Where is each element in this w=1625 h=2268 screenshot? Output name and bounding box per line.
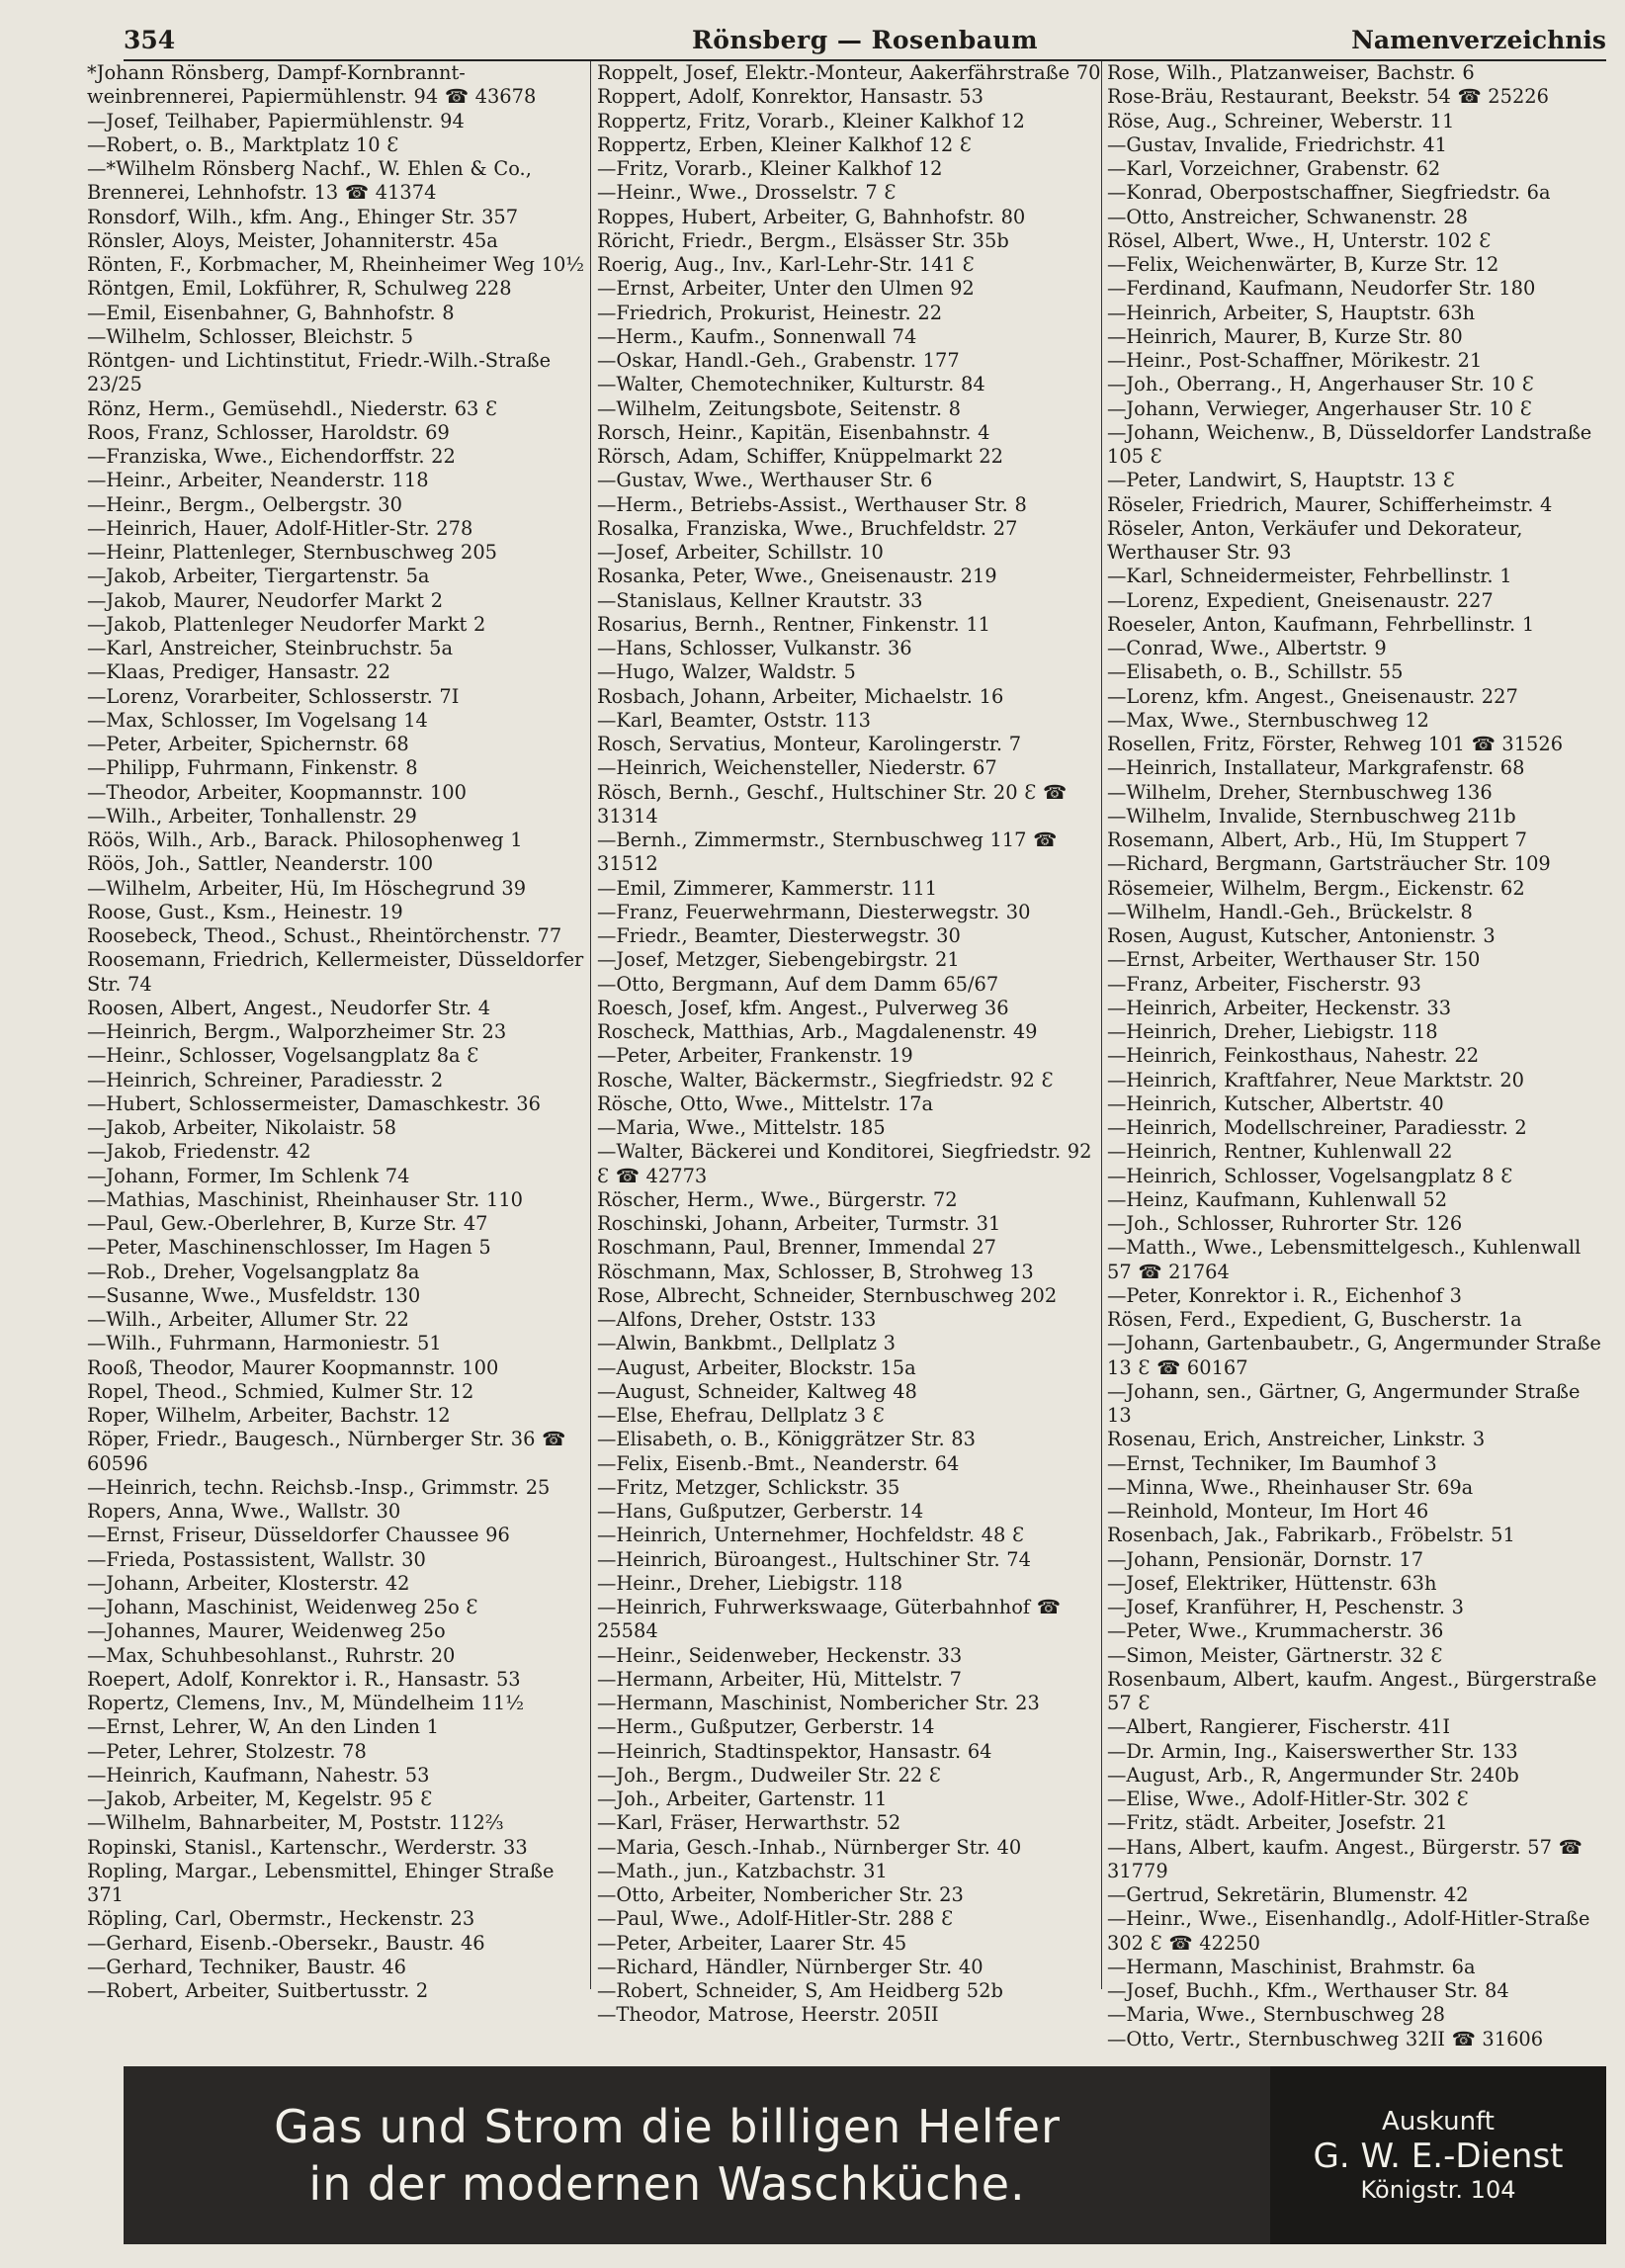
directory-entry: —Heinrich, Schreiner, Paradiesstr. 2 bbox=[87, 1068, 444, 1091]
directory-entry: —Elise, Wwe., Adolf-Hitler-Str. 302 Ɛ bbox=[1107, 1788, 1469, 1810]
directory-entry: —Josef, Kranführer, H, Peschenstr. 3 bbox=[1107, 1596, 1464, 1618]
directory-entry: —Elisabeth, o. B., Schillstr. 55 bbox=[1107, 660, 1404, 684]
directory-entry: —Otto, Arbeiter, Nombericher Str. 23 bbox=[597, 1883, 964, 1906]
directory-entry: —Otto, Vertr., Sternbuschweg 32II ☎ 31606 bbox=[1107, 2027, 1544, 2050]
directory-entry: —Heinrich, Kaufmann, Nahestr. 53 bbox=[87, 1763, 430, 1787]
directory-entry: —Jakob, Friedenstr. 42 bbox=[87, 1140, 311, 1164]
directory-entry: —Fritz, städt. Arbeiter, Josefstr. 21 bbox=[1107, 1811, 1448, 1835]
directory-entry: —Karl, Anstreicher, Steinbruchstr. 5a bbox=[87, 637, 454, 659]
directory-entry: —Bernh., Zimmermstr., Sternbuschweg 117 ☎ 31512 bbox=[597, 829, 1058, 876]
directory-entry: —Maria, Wwe., Mittelstr. 185 bbox=[597, 1116, 886, 1139]
directory-entry: Röschmann, Max, Schlosser, B, Strohweg 13 bbox=[597, 1260, 1034, 1283]
directory-entry: —Heinrich, Maurer, B, Kurze Str. 80 bbox=[1107, 324, 1463, 348]
directory-entry: —Heinrich, Stadtinspektor, Hansastr. 64 bbox=[597, 1739, 992, 1763]
directory-entry: Röse, Aug., Schreiner, Weberstr. 11 bbox=[1107, 109, 1455, 132]
directory-entry: —Heinrich, Installateur, Markgrafenstr. 68 bbox=[1107, 756, 1525, 780]
directory-entry: Rosch, Servatius, Monteur, Karolingerstr. 7 bbox=[597, 733, 1022, 755]
directory-entry: —Konrad, Oberpostschaffner, Siegfriedstr. 6a bbox=[1107, 181, 1551, 205]
directory-entry: —Gustav, Invalide, Friedrichstr. 41 bbox=[1107, 132, 1447, 156]
directory-entry: Ropel, Theod., Schmied, Kulmer Str. 12 bbox=[87, 1379, 474, 1403]
directory-entry: —Johann, Arbeiter, Klosterstr. 42 bbox=[87, 1571, 410, 1595]
directory-entry: —Heinrich, Kraftfahrer, Neue Marktstr. 20 bbox=[1107, 1068, 1525, 1091]
ad-slogan-line: in der modernen Waschküche. bbox=[308, 2157, 1026, 2211]
directory-entry: —Heinrich, Modellschreiner, Paradiesstr. 2 bbox=[1107, 1116, 1527, 1139]
directory-entry: —Heinr, Plattenleger, Sternbuschweg 205 bbox=[87, 541, 497, 564]
directory-entry: —Heinr., Wwe., Eisenhandlg., Adolf-Hitler-Straße 302 Ɛ ☎ 42250 bbox=[1107, 1907, 1590, 1955]
directory-entry: —Heinr., Bergm., Oelbergstr. 30 bbox=[87, 492, 402, 516]
directory-entry: —Dr. Armin, Ing., Kaiserswerther Str. 133 bbox=[1107, 1739, 1518, 1763]
directory-entry: —August, Arbeiter, Blockstr. 15a bbox=[597, 1355, 916, 1379]
directory-entry: —Max, Schuhbesohlanst., Ruhrstr. 20 bbox=[87, 1643, 456, 1667]
directory-entry: —Robert, o. B., Marktplatz 10 Ɛ bbox=[87, 132, 399, 156]
directory-entry: —Josef, Elektriker, Hüttenstr. 63h bbox=[1107, 1571, 1437, 1595]
directory-entry: Rönsler, Aloys, Meister, Johanniterstr. 45a bbox=[87, 228, 498, 252]
directory-entry: —Johannes, Maurer, Weidenweg 25o bbox=[87, 1619, 446, 1643]
directory-entry: —Mathias, Maschinist, Rheinhauser Str. 110 bbox=[87, 1187, 524, 1211]
directory-entry: Rosemann, Albert, Arb., Hü, Im Stuppert 7 bbox=[1107, 829, 1527, 851]
directory-entry: —Theodor, Matrose, Heerstr. 205II bbox=[597, 2003, 939, 2027]
directory-entry: Roper, Wilhelm, Arbeiter, Bachstr. 12 bbox=[87, 1404, 451, 1427]
directory-entry: —Wilhelm, Dreher, Sternbuschweg 136 bbox=[1107, 780, 1493, 804]
directory-entry: —Simon, Meister, Gärtnerstr. 32 Ɛ bbox=[1107, 1643, 1443, 1667]
directory-entry: —Jakob, Maurer, Neudorfer Markt 2 bbox=[87, 588, 444, 612]
directory-entry: —Hermann, Maschinist, Nombericher Str. 23 bbox=[597, 1692, 1040, 1714]
directory-entry: Roeseler, Anton, Kaufmann, Fehrbellinstr. 1 bbox=[1107, 612, 1535, 636]
directory-entry: —Ferdinand, Kaufmann, Neudorfer Str. 180 bbox=[1107, 277, 1536, 301]
directory-entry: —Gertrud, Sekretärin, Blumenstr. 42 bbox=[1107, 1883, 1469, 1906]
ad-service-name: G. W. E.-Dienst bbox=[1313, 2137, 1564, 2176]
ad-info-label: Auskunft bbox=[1382, 2107, 1495, 2137]
directory-entry: Röscher, Herm., Wwe., Bürgerstr. 72 bbox=[597, 1187, 958, 1211]
directory-entry: Roppelt, Josef, Elektr.-Monteur, Aakerfährstraße 70 bbox=[597, 61, 1101, 84]
directory-entry: —Wilhelm, Invalide, Sternbuschweg 211b bbox=[1107, 804, 1516, 828]
directory-entry: Roppes, Hubert, Arbeiter, G, Bahnhofstr. 80 bbox=[597, 205, 1026, 228]
directory-entry: —Felix, Weichenwärter, B, Kurze Str. 12 bbox=[1107, 253, 1499, 276]
directory-entry: —Heinr., Schlosser, Vogelsangplatz 8a Ɛ bbox=[87, 1044, 479, 1068]
directory-entry: —Heinrich, Bergm., Walporzheimer Str. 23 bbox=[87, 1020, 507, 1043]
directory-entry: Rosanka, Peter, Wwe., Gneisenaustr. 219 bbox=[597, 565, 997, 588]
directory-entry: —Johann, Pensionär, Dornstr. 17 bbox=[1107, 1547, 1424, 1571]
directory-entry: —Karl, Schneidermeister, Fehrbellinstr. 1 bbox=[1107, 565, 1512, 588]
directory-entry: Rose, Wilh., Platzanweiser, Bachstr. 6 bbox=[1107, 61, 1475, 84]
directory-entry: —Stanislaus, Kellner Krautstr. 33 bbox=[597, 588, 923, 612]
directory-entry: —Klaas, Prediger, Hansastr. 22 bbox=[87, 660, 391, 684]
directory-entry: Rose-Bräu, Restaurant, Beekstr. 54 ☎ 25226 bbox=[1107, 85, 1549, 109]
directory-entry: —Karl, Fräser, Herwarthstr. 52 bbox=[597, 1811, 901, 1835]
directory-entry: Rosche, Walter, Bäckermstr., Siegfriedstr. 92 Ɛ bbox=[597, 1068, 1054, 1091]
ad-info-box bbox=[1270, 2066, 1606, 2244]
directory-entry: Rose, Albrecht, Schneider, Sternbuschweg 202 bbox=[597, 1283, 1058, 1307]
directory-entry: —Heinr., Post-Schaffner, Mörikestr. 21 bbox=[1107, 349, 1483, 372]
directory-entry: —Hermann, Arbeiter, Hü, Mittelstr. 7 bbox=[597, 1667, 962, 1691]
directory-entry: —Heinr., Wwe., Drosselstr. 7 Ɛ bbox=[597, 181, 897, 205]
directory-entry: —Wilh., Fuhrmann, Harmoniestr. 51 bbox=[87, 1332, 442, 1355]
directory-entry: —Heinrich, Schlosser, Vogelsangplatz 8 Ɛ bbox=[1107, 1164, 1513, 1187]
directory-entry: —Alfons, Dreher, Oststr. 133 bbox=[597, 1308, 877, 1331]
directory-entry: —Josef, Teilhaber, Papiermühlenstr. 94 bbox=[87, 109, 465, 132]
directory-entry: —Franz, Arbeiter, Fischerstr. 93 bbox=[1107, 972, 1421, 996]
directory-entry: —Hans, Albert, kaufm. Angest., Bürgerstr. 57 ☎ 31779 bbox=[1107, 1835, 1582, 1882]
directory-entry: —Wilh., Arbeiter, Tonhallenstr. 29 bbox=[87, 804, 417, 828]
directory-entry: —Johann, Maschinist, Weidenweg 25o Ɛ bbox=[87, 1596, 478, 1618]
directory-entry: Ronsdorf, Wilh., kfm. Ang., Ehinger Str. 357 bbox=[87, 205, 519, 228]
ad-slogan bbox=[124, 2066, 1211, 2244]
directory-entry: —Peter, Maschinenschlosser, Im Hagen 5 bbox=[87, 1236, 491, 1260]
directory-entry: —Oskar, Handl.-Geh., Grabenstr. 177 bbox=[597, 349, 960, 372]
directory-entry: —Ernst, Arbeiter, Unter den Ulmen 92 bbox=[597, 277, 975, 301]
directory-entry: —Wilhelm, Arbeiter, Hü, Im Höschegrund 39 bbox=[87, 876, 527, 900]
directory-entry: —Robert, Arbeiter, Suitbertusstr. 2 bbox=[87, 1979, 429, 2002]
directory-entry: Röntgen- und Lichtinstitut, Friedr.-Wilh.-Straße 23/25 bbox=[87, 349, 552, 396]
directory-entry: —Wilhelm, Schlosser, Bleichstr. 5 bbox=[87, 324, 414, 348]
directory-entry: Rorsch, Heinr., Kapitän, Eisenbahnstr. 4 bbox=[597, 420, 990, 444]
directory-entry: —Richard, Bergmann, Gartsträucher Str. 109 bbox=[1107, 852, 1551, 876]
directory-entry: —Maria, Gesch.-Inhab., Nürnberger Str. 40 bbox=[597, 1835, 1022, 1859]
directory-entry: —Hans, Gußputzer, Gerberstr. 14 bbox=[597, 1500, 924, 1523]
directory-entry: —Peter, Arbeiter, Laarer Str. 45 bbox=[597, 1931, 907, 1955]
directory-entry: —Emil, Eisenbahner, G, Bahnhofstr. 8 bbox=[87, 301, 455, 324]
directory-entry: Roose, Gust., Ksm., Heinestr. 19 bbox=[87, 900, 403, 923]
directory-entry: —Peter, Konrektor i. R., Eichenhof 3 bbox=[1107, 1283, 1462, 1307]
directory-entry: —Ernst, Arbeiter, Werthauser Str. 150 bbox=[1107, 948, 1481, 972]
directory-entry: —Franziska, Wwe., Eichendorffstr. 22 bbox=[87, 445, 456, 468]
directory-entry: —Conrad, Wwe., Albertstr. 9 bbox=[1107, 637, 1387, 659]
directory-entry: Roerig, Aug., Inv., Karl-Lehr-Str. 141 Ɛ bbox=[597, 253, 975, 276]
directory-entry: —Hans, Schlosser, Vulkanstr. 36 bbox=[597, 637, 912, 659]
directory-entry: Ropers, Anna, Wwe., Wallstr. 30 bbox=[87, 1500, 401, 1523]
directory-entry: —Max, Schlosser, Im Vogelsang 14 bbox=[87, 708, 428, 732]
directory-entry: —Lorenz, kfm. Angest., Gneisenaustr. 227 bbox=[1107, 684, 1518, 708]
section-title: Namenverzeichnis bbox=[1351, 26, 1606, 54]
directory-entry: Röricht, Friedr., Bergm., Elsässer Str. 35b bbox=[597, 228, 1009, 252]
directory-entry: Röpling, Carl, Obermstr., Heckenstr. 23 bbox=[87, 1907, 475, 1931]
page-header bbox=[124, 24, 1606, 61]
directory-entry: —Karl, Vorzeichner, Grabenstr. 62 bbox=[1107, 157, 1441, 180]
directory-entry: —Minna, Wwe., Rheinhauser Str. 69a bbox=[1107, 1475, 1474, 1499]
directory-entry: —Math., jun., Katzbachstr. 31 bbox=[597, 1859, 888, 1882]
directory-entry: Rosalka, Franziska, Wwe., Bruchfeldstr. 27 bbox=[597, 516, 1018, 540]
directory-entry: —Rob., Dreher, Vogelsangplatz 8a bbox=[87, 1260, 420, 1283]
directory-entry: —Peter, Lehrer, Stolzestr. 78 bbox=[87, 1739, 367, 1763]
directory-entry: —Max, Wwe., Sternbuschweg 12 bbox=[1107, 708, 1429, 732]
directory-entry: Ropinski, Stanisl., Kartenschr., Werderstr. 33 bbox=[87, 1835, 528, 1859]
directory-entry: Rosenau, Erich, Anstreicher, Linkstr. 3 bbox=[1107, 1428, 1486, 1451]
directory-entry: —Heinr., Dreher, Liebigstr. 118 bbox=[597, 1571, 903, 1595]
directory-entry: —Reinhold, Monteur, Im Hort 46 bbox=[1107, 1500, 1429, 1523]
directory-entry: —Peter, Arbeiter, Spichernstr. 68 bbox=[87, 733, 409, 755]
directory-entry: —Herm., Kaufm., Sonnenwall 74 bbox=[597, 324, 917, 348]
directory-entry: —Peter, Landwirt, S, Hauptstr. 13 Ɛ bbox=[1107, 469, 1456, 492]
directory-entry: —Karl, Beamter, Oststr. 113 bbox=[597, 708, 872, 732]
directory-entry: —Gerhard, Techniker, Baustr. 46 bbox=[87, 1955, 406, 1978]
directory-entry: —Joh., Arbeiter, Gartenstr. 11 bbox=[597, 1788, 888, 1810]
directory-entry: —Friedr., Beamter, Diesterwegstr. 30 bbox=[597, 924, 961, 947]
directory-entry: —Heinr., Arbeiter, Neanderstr. 118 bbox=[87, 469, 429, 492]
name-range: Rönsberg — Rosenbaum bbox=[691, 26, 1039, 54]
column-1 bbox=[87, 61, 585, 2002]
column-2 bbox=[597, 61, 1101, 2027]
directory-entry: —Else, Ehefrau, Dellplatz 3 Ɛ bbox=[597, 1404, 885, 1427]
directory-entry: Roos, Franz, Schlosser, Haroldstr. 69 bbox=[87, 420, 450, 444]
directory-entry: —Heinrich, Hauer, Adolf-Hitler-Str. 278 bbox=[87, 516, 473, 540]
directory-entry: —Lorenz, Expedient, Gneisenaustr. 227 bbox=[1107, 588, 1494, 612]
directory-entry: —Heinrich, techn. Reichsb.-Insp., Grimmstr. 25 bbox=[87, 1475, 551, 1499]
directory-entry: —Frieda, Postassistent, Wallstr. 30 bbox=[87, 1547, 426, 1571]
directory-entry: —Herm., Betriebs-Assist., Werthauser Str. 8 bbox=[597, 492, 1027, 516]
directory-entry: —Peter, Wwe., Krummacherstr. 36 bbox=[1107, 1619, 1444, 1643]
directory-entry: Ropertz, Clemens, Inv., M, Mündelheim 11½ bbox=[87, 1692, 524, 1714]
directory-entry: —Felix, Eisenb.-Bmt., Neanderstr. 64 bbox=[597, 1451, 960, 1475]
ad-slogan-line: Gas und Strom die billigen Helfer bbox=[274, 2100, 1061, 2153]
directory-entry: —Fritz, Metzger, Schlickstr. 35 bbox=[597, 1475, 900, 1499]
directory-entry: Rooß, Theodor, Maurer Koopmannstr. 100 bbox=[87, 1355, 499, 1379]
directory-entry: —Jakob, Plattenleger Neudorfer Markt 2 bbox=[87, 612, 486, 636]
column-3 bbox=[1107, 61, 1605, 2050]
directory-entry: —Heinrich, Kutscher, Albertstr. 40 bbox=[1107, 1091, 1444, 1115]
directory-entry: —Franz, Feuerwehrmann, Diesterwegstr. 30 bbox=[597, 900, 1031, 923]
directory-entry: —Fritz, Vorarb., Kleiner Kalkhof 12 bbox=[597, 157, 943, 180]
directory-entry: Roppertz, Fritz, Vorarb., Kleiner Kalkhof 12 bbox=[597, 109, 1025, 132]
directory-entry: —Johann, sen., Gärtner, G, Angermunder Straße 13 bbox=[1107, 1379, 1581, 1427]
directory-entry: —Ernst, Lehrer, W, An den Linden 1 bbox=[87, 1715, 439, 1739]
directory-entry: —Otto, Bergmann, Auf dem Damm 65/67 bbox=[597, 972, 999, 996]
directory-entry: Rösemeier, Wilhelm, Bergm., Eickenstr. 62 bbox=[1107, 876, 1525, 900]
directory-entry: —Walter, Chemotechniker, Kulturstr. 84 bbox=[597, 373, 985, 396]
advertisement-banner bbox=[124, 2066, 1606, 2244]
directory-entry: —Emil, Zimmerer, Kammerstr. 111 bbox=[597, 876, 938, 900]
directory-entry: —Heinrich, Fuhrwerkswaage, Güterbahnhof ☎ 25584 bbox=[597, 1596, 1061, 1643]
directory-entry: Rösch, Bernh., Geschf., Hultschiner Str. 20 Ɛ ☎ 31314 bbox=[597, 780, 1068, 828]
directory-entry: —Heinrich, Arbeiter, Heckenstr. 33 bbox=[1107, 996, 1452, 1019]
directory-entry: —Heinrich, Dreher, Liebigstr. 118 bbox=[1107, 1020, 1438, 1043]
directory-entry: Rösel, Albert, Wwe., H, Unterstr. 102 Ɛ bbox=[1107, 228, 1492, 252]
directory-entry: —Peter, Arbeiter, Frankenstr. 19 bbox=[597, 1044, 913, 1068]
directory-entry: *Johann Rönsberg, Dampf-Kornbrannt-weinbrennerei, Papiermühlenstr. 94 ☎ 43678 bbox=[87, 61, 537, 109]
directory-entry: —Joh., Bergm., Dudweiler Str. 22 Ɛ bbox=[597, 1763, 941, 1787]
directory-entry: —Jakob, Arbeiter, Tiergartenstr. 5a bbox=[87, 565, 430, 588]
directory-entry: —Matth., Wwe., Lebensmittelgesch., Kuhlenwall 57 ☎ 21764 bbox=[1107, 1236, 1582, 1283]
directory-entry: —Jakob, Arbeiter, M, Kegelstr. 95 Ɛ bbox=[87, 1788, 433, 1810]
directory-entry: —Wilhelm, Handl.-Geh., Brückelstr. 8 bbox=[1107, 900, 1473, 923]
directory-entry: —August, Schneider, Kaltweg 48 bbox=[597, 1379, 917, 1403]
directory-entry: Roesch, Josef, kfm. Angest., Pulverweg 36 bbox=[597, 996, 1009, 1019]
directory-entry: Rörsch, Adam, Schiffer, Knüppelmarkt 22 bbox=[597, 445, 1003, 468]
directory-entry: Roschmann, Paul, Brenner, Immendal 27 bbox=[597, 1236, 996, 1260]
directory-entry: —Paul, Gew.-Oberlehrer, B, Kurze Str. 47 bbox=[87, 1212, 488, 1235]
directory-entry: —Hugo, Walzer, Waldstr. 5 bbox=[597, 660, 856, 684]
directory-entry: Röös, Joh., Sattler, Neanderstr. 100 bbox=[87, 852, 434, 876]
directory-entry: —Jakob, Arbeiter, Nikolaistr. 58 bbox=[87, 1116, 396, 1139]
directory-entry: —Maria, Wwe., Sternbuschweg 28 bbox=[1107, 2003, 1445, 2027]
directory-entry: Roppert, Adolf, Konrektor, Hansastr. 53 bbox=[597, 85, 984, 109]
directory-entry: —Richard, Händler, Nürnberger Str. 40 bbox=[597, 1955, 984, 1978]
directory-entry: —Friedrich, Prokurist, Heinestr. 22 bbox=[597, 301, 943, 324]
directory-entry: Röös, Wilh., Arb., Barack. Philosophenweg 1 bbox=[87, 829, 523, 851]
directory-entry: —Elisabeth, o. B., Königgrätzer Str. 83 bbox=[597, 1428, 976, 1451]
directory-entry: —Heinrich, Unternehmer, Hochfeldstr. 48 Ɛ bbox=[597, 1524, 1025, 1547]
directory-entry: —Heinrich, Weichensteller, Niederstr. 67 bbox=[597, 756, 997, 780]
directory-entry: —Josef, Arbeiter, Schillstr. 10 bbox=[597, 541, 884, 564]
directory-entry: —Otto, Anstreicher, Schwanenstr. 28 bbox=[1107, 205, 1468, 228]
directory-entry: —Ernst, Techniker, Im Baumhof 3 bbox=[1107, 1451, 1437, 1475]
directory-entry: Rosarius, Bernh., Rentner, Finkenstr. 11 bbox=[597, 612, 991, 636]
ad-address: Königstr. 104 bbox=[1360, 2176, 1516, 2204]
directory-entry: Röntgen, Emil, Lokführer, R, Schulweg 228 bbox=[87, 277, 512, 301]
directory-entry: —Heinrich, Rentner, Kuhlenwall 22 bbox=[1107, 1140, 1453, 1164]
directory-entry: —August, Arb., R, Angermunder Str. 240b bbox=[1107, 1763, 1519, 1787]
directory-entry: —Heinrich, Feinkosthaus, Nahestr. 22 bbox=[1107, 1044, 1480, 1068]
directory-entry: —Johann, Weichenw., B, Düsseldorfer Landstraße 105 Ɛ bbox=[1107, 420, 1592, 468]
directory-entry: Rösen, Ferd., Expedient, G, Buscherstr. 1a bbox=[1107, 1308, 1522, 1331]
directory-entry: —Theodor, Arbeiter, Koopmannstr. 100 bbox=[87, 780, 467, 804]
directory-entry: —Heinz, Kaufmann, Kuhlenwall 52 bbox=[1107, 1187, 1448, 1211]
directory-entry: —Hermann, Maschinist, Brahmstr. 6a bbox=[1107, 1955, 1476, 1978]
directory-entry: —Johann, Gartenbaubetr., G, Angermunder Straße 13 Ɛ ☎ 60167 bbox=[1107, 1332, 1601, 1379]
directory-entry: Roepert, Adolf, Konrektor i. R., Hansastr. 53 bbox=[87, 1667, 521, 1691]
directory-entry: —Josef, Buchh., Kfm., Werthauser Str. 84 bbox=[1107, 1979, 1509, 2002]
directory-entry: Ropling, Margar., Lebensmittel, Ehinger Straße 371 bbox=[87, 1859, 555, 1906]
directory-entry: Rosenbaum, Albert, kaufm. Angest., Bürgerstraße 57 Ɛ bbox=[1107, 1667, 1597, 1714]
directory-entry: —Wilhelm, Bahnarbeiter, M, Poststr. 112⅔ bbox=[87, 1811, 504, 1835]
directory-entry: —Gerhard, Eisenb.-Obersekr., Baustr. 46 bbox=[87, 1931, 485, 1955]
directory-entry: Röper, Friedr., Baugesch., Nürnberger Str. 36 ☎ 60596 bbox=[87, 1428, 566, 1475]
directory-entry: Röseler, Friedrich, Maurer, Schifferheimstr. 4 bbox=[1107, 492, 1553, 516]
directory-entry: —Johann, Former, Im Schlenk 74 bbox=[87, 1164, 410, 1187]
directory-entry: —Ernst, Friseur, Düsseldorfer Chaussee 96 bbox=[87, 1524, 510, 1547]
directory-entry: Rosen, August, Kutscher, Antonienstr. 3 bbox=[1107, 924, 1496, 947]
directory-entry: Roosemann, Friedrich, Kellermeister, Düsseldorfer Str. 74 bbox=[87, 948, 584, 996]
directory-entry: —Herm., Gußputzer, Gerberstr. 14 bbox=[597, 1715, 935, 1739]
directory-entry: —Heinr., Seidenweber, Heckenstr. 33 bbox=[597, 1643, 963, 1667]
directory-entry: Roscheck, Matthias, Arb., Magdalenenstr. 49 bbox=[597, 1020, 1038, 1043]
directory-entry: —*Wilhelm Rönsberg Nachf., W. Ehlen & Co., Brennerei, Lehnhofstr. 13 ☎ 41374 bbox=[87, 157, 532, 205]
directory-entry: —Josef, Metzger, Siebengebirgstr. 21 bbox=[597, 948, 960, 972]
directory-entry: Rosellen, Fritz, Förster, Rehweg 101 ☎ 31526 bbox=[1107, 733, 1564, 755]
directory-entry: Roosen, Albert, Angest., Neudorfer Str. 4 bbox=[87, 996, 491, 1019]
directory-entry: Röseler, Anton, Verkäufer und Dekorateur, Werthauser Str. 93 bbox=[1107, 516, 1523, 564]
directory-entry: —Albert, Rangierer, Fischerstr. 41I bbox=[1107, 1715, 1451, 1739]
page-number: 354 bbox=[124, 26, 176, 54]
directory-entry: —Johann, Verwieger, Angerhauser Str. 10 Ɛ bbox=[1107, 396, 1532, 420]
directory-entry: Roschinski, Johann, Arbeiter, Turmstr. 31 bbox=[597, 1212, 1001, 1235]
directory-entry: Rönten, F., Korbmacher, M, Rheinheimer Weg 10½ bbox=[87, 253, 585, 276]
directory-entry: Rosenbach, Jak., Fabrikarb., Fröbelstr. 51 bbox=[1107, 1524, 1515, 1547]
directory-entry: —Gustav, Wwe., Werthauser Str. 6 bbox=[597, 469, 933, 492]
directory-entry: —Wilh., Arbeiter, Allumer Str. 22 bbox=[87, 1308, 409, 1331]
directory-entry: —Lorenz, Vorarbeiter, Schlosserstr. 7I bbox=[87, 684, 460, 708]
directory-entry: —Paul, Wwe., Adolf-Hitler-Str. 288 Ɛ bbox=[597, 1907, 954, 1931]
directory-entry: —Joh., Oberrang., H, Angerhauser Str. 10 Ɛ bbox=[1107, 373, 1534, 396]
directory-entry: —Heinrich, Büroangest., Hultschiner Str. 74 bbox=[597, 1547, 1031, 1571]
directory-entry: —Philipp, Fuhrmann, Finkenstr. 8 bbox=[87, 756, 418, 780]
directory-entry: Rösche, Otto, Wwe., Mittelstr. 17a bbox=[597, 1091, 934, 1115]
directory-entry: —Hubert, Schlossermeister, Damaschkestr. 36 bbox=[87, 1091, 541, 1115]
directory-entry: Rönz, Herm., Gemüsehdl., Niederstr. 63 Ɛ bbox=[87, 396, 498, 420]
directory-entry: —Heinrich, Arbeiter, S, Hauptstr. 63h bbox=[1107, 301, 1476, 324]
directory-entry: —Susanne, Wwe., Musfeldstr. 130 bbox=[87, 1283, 421, 1307]
directory-entry: —Alwin, Bankbmt., Dellplatz 3 bbox=[597, 1332, 896, 1355]
directory-entry: —Walter, Bäckerei und Konditorei, Siegfriedstr. 92 Ɛ ☎ 42773 bbox=[597, 1140, 1092, 1187]
directory-entry: Rosbach, Johann, Arbeiter, Michaelstr. 16 bbox=[597, 684, 1004, 708]
directory-entry: —Robert, Schneider, S, Am Heidberg 52b bbox=[597, 1979, 1003, 2002]
directory-entry: —Joh., Schlosser, Ruhrorter Str. 126 bbox=[1107, 1212, 1463, 1235]
directory-entry: Roosebeck, Theod., Schust., Rheintörchenstr. 77 bbox=[87, 924, 562, 947]
directory-entry: —Wilhelm, Zeitungsbote, Seitenstr. 8 bbox=[597, 396, 961, 420]
directory-entry: Roppertz, Erben, Kleiner Kalkhof 12 Ɛ bbox=[597, 132, 972, 156]
